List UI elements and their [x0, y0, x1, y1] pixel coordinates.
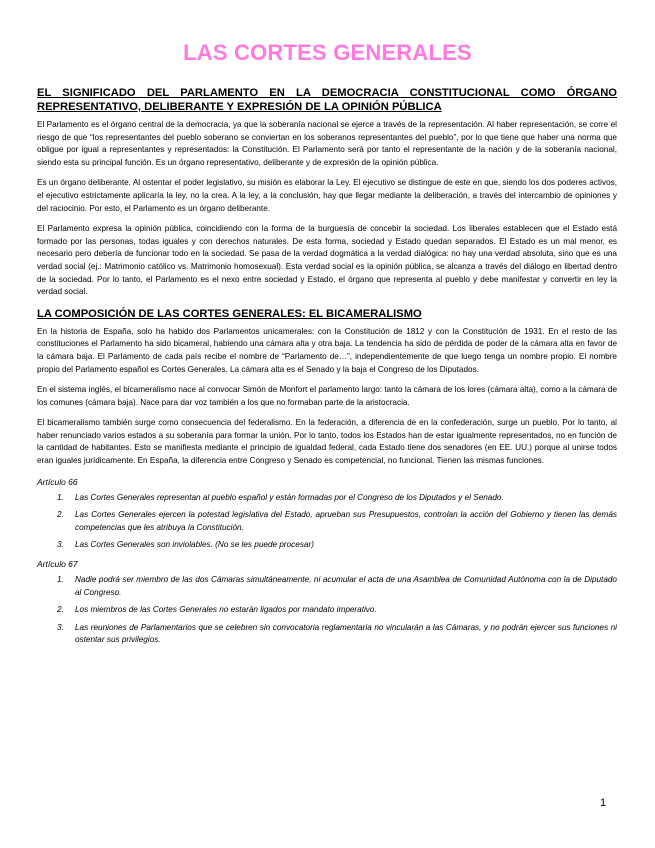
list-item-text: Las Cortes Generales son inviolables. (No se les puede procesar) [75, 540, 314, 550]
list-item-number: 1. [57, 492, 64, 502]
list-item [37, 539, 617, 552]
document-title: LAS CORTES GENERALES [183, 40, 472, 65]
paragraph: El Parlamento expresa la opinión pública, coincidiendo con la forma de la burguesía de concebir la sociedad. Los liberales establecen que el Estado está formado por las personas, todas iguales y con derechos naturales. De esta forma, sociedad y Estado quedan separados. El Estado es un mal menor, es necesario pero debería de funcionar todo en la sociedad. Se pasa de la verdad dogmática a la verdad dialógica: no hay una verdad absoluta, sino que es una verdad social (ej.: Matrimonio católico vs. Matrimonio homosexual). Esta verdad social es la opinión pública, se alcanza a través del diálogo en libertad dentro de la sociedad. Por lo tanto, el Parlamento es el nexo entre sociedad y Estado, el órgano que representa al pueblo y debe manifestar y convertir en ley la verdad social. [37, 224, 617, 297]
list-item-number: 3. [57, 540, 64, 550]
paragraph: El bicameralismo también surge como consecuencia del federalismo. En la federación, a diferencia de en la confederación, surge un pueblo. Por lo tanto, al haber renunciado varios estados a su soberanía para formar la unión. Por lo tanto, todos los Estados han de estar igualmente representados, no en función de la cantidad de habitantes. Esto se manifiesta mediante el principio de igualdad federal, cada Estado tiene dos senadores (en EE. UU.) porque al unirse todos eran iguales jurídicamente. En España, la diferencia entre Congreso y Senado es competencial, no funcional. Tienen las mismas funciones. [37, 418, 617, 466]
list-item-text: Nadie podrá ser miembro de las dos Cámaras simultáneamente, ni acumular el acta de una Asamblea de Comunidad Autónoma con la de Diputado al Congreso. [75, 575, 617, 597]
article-67-list [37, 574, 617, 647]
list-item-number: 2. [57, 605, 64, 615]
document-body [37, 86, 617, 653]
list-item-text: Las Cortes Generales representan al pueblo español y están formadas por el Congreso de los Diputados y el Senado. [75, 492, 504, 502]
paragraph: Es un órgano deliberante. Al ostentar el poder legislativo, su misión es elaborar la Ley. El ejecutivo se distingue de este en que, siendo los dos poderes activos, el ejecutivo estrictamente aplicaría la ley, no la crea. A la ley, a la conclusión, hay que llegar mediante la deliberación, a través del intercambio de opiniones y del raciocinio. Por esto, el Parlamento es un órgano deliberante. [37, 178, 617, 213]
article-66-list [37, 492, 617, 552]
paragraph: El Parlamento es el órgano central de la democracia, ya que la soberanía nacional se ejerce a través de la representación. Al haber representación, se corre el riesgo de que “los representantes del pueblo soberano se conviertan en los soberanos representantes del pueblo”, por lo que tiene que haber una norma que obligue por igual a representantes y representados: la Constitución. El Parlamento será por tanto el representante de la nación y de la soberanía nacional, siendo esta su principal función. Es un órgano representativo, deliberante y de expresión de la opinión pública. [37, 120, 617, 167]
paragraph: En el sistema inglés, el bicameralismo nace al convocar Simón de Monfort el parlamento largo: tanto la cámara de los lores (cámara alta), como a la cámara de los comunes (cámara baja). Nace para dar voz también a los que no formaban parte de la aristocracia. [37, 385, 617, 407]
list-item-text: Las Cortes Generales ejercen la potestad legislativa del Estado, aprueban sus Presupuestos, controlan la acción del Gobierno y tienen las demás competencias que les atribuya la Constitución. [75, 510, 617, 532]
list-item-number: 3. [57, 622, 64, 632]
list-item [37, 509, 617, 534]
paragraph: En la historia de España, solo ha habido dos Parlamentos unicamerales: con la Constitución de 1812 y con la Constitución de 1931. En el resto de las constituciones el Parlamento ha sido bicameral, habiendo una cámara alta y otra baja. La tendencia ha sido de pérdida de poder de la cámara alta en favor de la cámara baja. El Parlamento de cada país recibe el nombre de “Parlamento de…”, independientemente de que luego tenga un nombre propio. El nombre propio del Parlamento español es Cortes Generales. La cámara alta es el Senado y la baja el Congreso de los Diputados. [37, 326, 617, 374]
article-66-label: Artículo 66 [37, 476, 78, 487]
list-item-number: 1. [57, 575, 64, 585]
article-67-label: Artículo 67 [37, 559, 78, 570]
list-item [37, 574, 617, 599]
list-item-text: Las reuniones de Parlamentarios que se celebren sin convocatoria reglamentaria no vincularán a las Cámaras, y no podrán ejercer sus funciones ni ostentar sus privilegios. [75, 622, 617, 645]
list-item [37, 622, 617, 647]
section-heading-bicameralismo: LA COMPOSICIÓN DE LAS CORTES GENERALES: EL BICAMERALISMO [37, 307, 422, 320]
page-number: 1 [600, 797, 607, 809]
section-heading-parlamento: EL SIGNIFICADO DEL PARLAMENTO EN LA DEMOCRACIA CONSTITUCIONAL COMO ÓRGANO REPRESENTATIVO, DELIBERANTE Y EXPRESIÓN DE LA OPINIÓN PÚBLICA [37, 87, 617, 113]
list-item-text: Los miembros de las Cortes Generales no estarán ligados por mandato imperativo. [75, 605, 377, 615]
list-item-number: 2. [57, 510, 64, 520]
list-item [37, 604, 617, 617]
list-item [37, 492, 617, 505]
